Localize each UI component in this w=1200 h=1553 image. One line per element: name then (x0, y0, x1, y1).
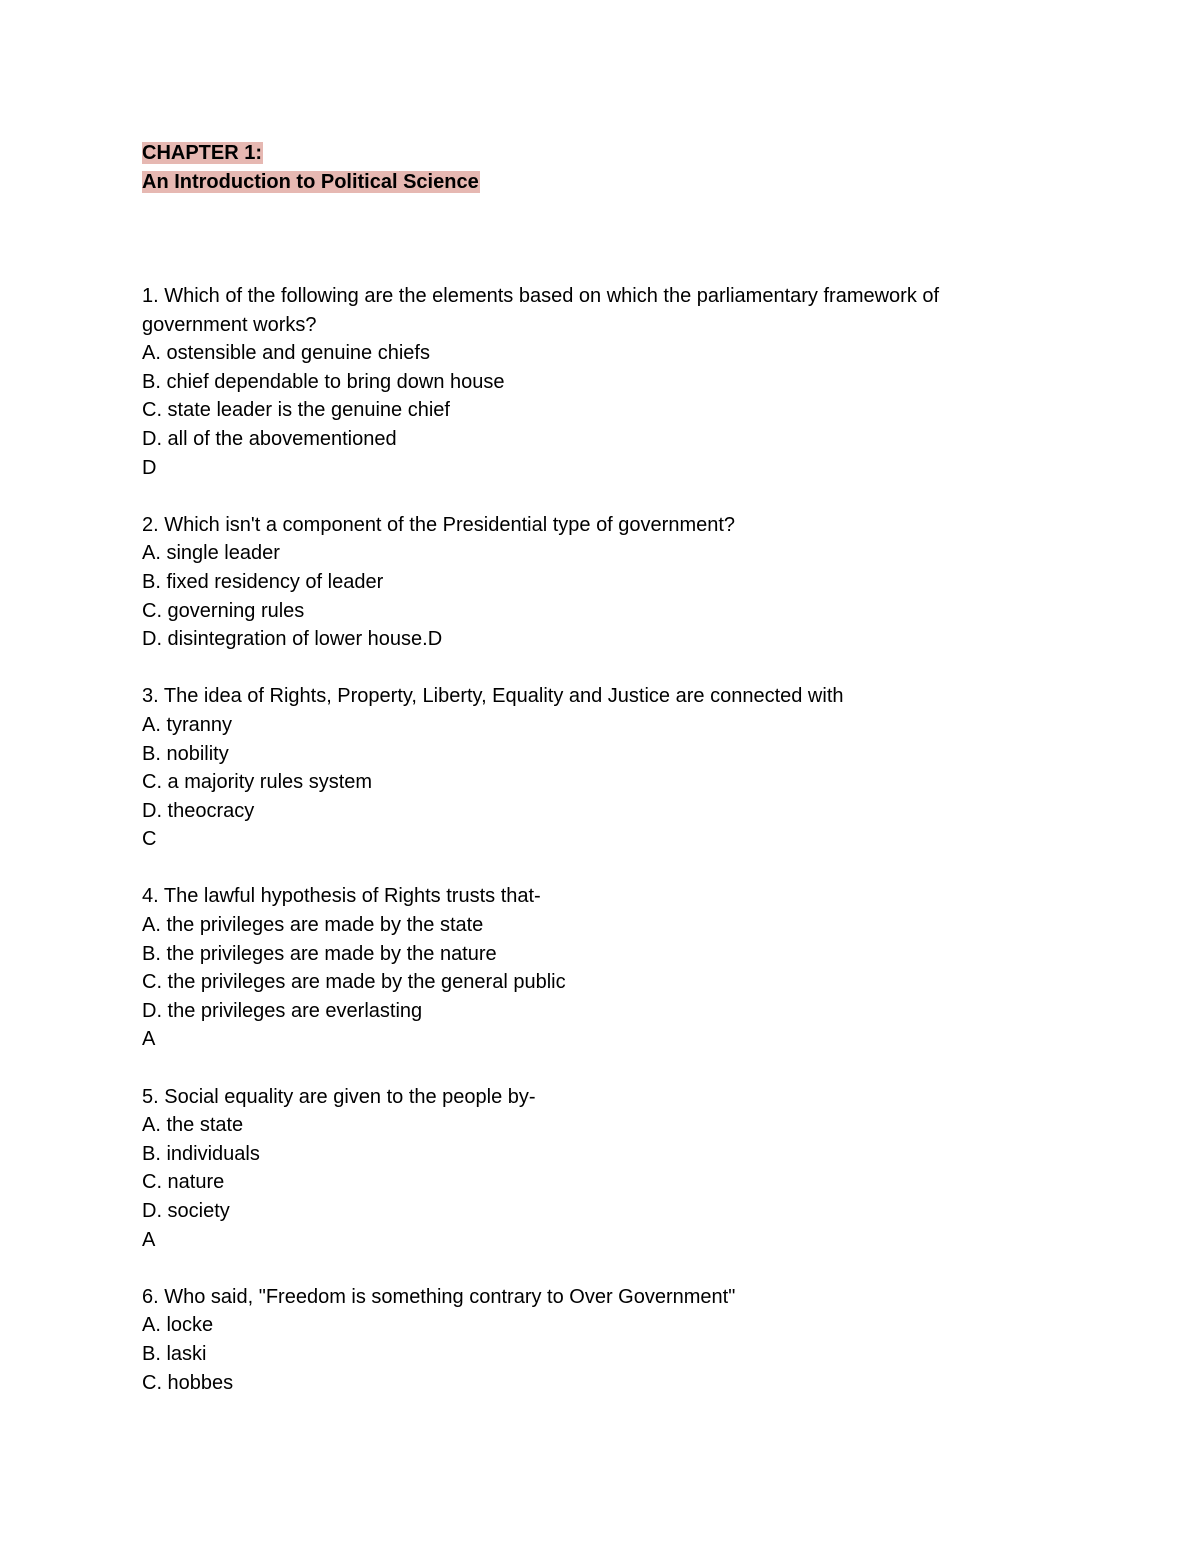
option-b: B. laski (142, 1342, 207, 1365)
answer: D (142, 456, 157, 479)
option-c: C. hobbes (142, 1371, 234, 1394)
question-5 (142, 1083, 1102, 1255)
option-d: D. disintegration of lower house.D (142, 628, 443, 651)
option-c: C. the privileges are made by the general public (142, 971, 566, 994)
spacer (142, 654, 1102, 683)
option-d: D. theocracy (142, 799, 255, 822)
option-a: A. locke (142, 1314, 214, 1337)
spacer (142, 1054, 1102, 1083)
answer: A (142, 1228, 156, 1251)
option-d: D. all of the abovementioned (142, 427, 397, 450)
question-1 (142, 282, 1102, 482)
option-a: A. tyranny (142, 713, 233, 736)
option-c: C. nature (142, 1171, 225, 1194)
option-c: C. a majority rules system (142, 771, 373, 794)
question-text: 6. Who said, "Freedom is something contrary to Over Government" (142, 1285, 736, 1308)
option-a: A. the privileges are made by the state (142, 914, 484, 937)
spacer (142, 854, 1102, 883)
spacer (142, 482, 1102, 511)
chapter-title-text: An Introduction to Political Science (142, 171, 479, 193)
option-a: A. ostensible and genuine chiefs (142, 342, 430, 365)
question-3 (142, 682, 1102, 854)
option-c: C. state leader is the genuine chief (142, 399, 450, 422)
option-a: A. single leader (142, 542, 280, 565)
chapter-label-text: CHAPTER 1: (142, 142, 263, 164)
question-text: 5. Social equality are given to the people by- (142, 1085, 536, 1108)
chapter-label (142, 139, 1102, 168)
option-b: B. the privileges are made by the nature (142, 942, 497, 965)
question-text: 3. The idea of Rights, Property, Liberty, Equality and Justice are connected with (142, 685, 844, 708)
document-content (142, 139, 1102, 1397)
option-c: C. governing rules (142, 599, 305, 622)
question-6 (142, 1283, 1102, 1397)
option-b: B. individuals (142, 1142, 260, 1165)
option-a: A. the state (142, 1114, 244, 1137)
question-4 (142, 882, 1102, 1054)
spacer (142, 197, 1102, 282)
answer: C (142, 828, 157, 851)
question-text: 4. The lawful hypothesis of Rights trusts that- (142, 885, 541, 908)
spacer (142, 1254, 1102, 1283)
option-b: B. fixed residency of leader (142, 570, 384, 593)
option-d: D. the privileges are everlasting (142, 999, 423, 1022)
chapter-title (142, 168, 1102, 197)
option-b: B. chief dependable to bring down house (142, 370, 505, 393)
option-b: B. nobility (142, 742, 229, 765)
question-text: 1. Which of the following are the elements based on which the parliamentary framework of government works? (142, 285, 940, 336)
question-text: 2. Which isn't a component of the Presidential type of government? (142, 513, 736, 536)
answer: A (142, 1028, 156, 1051)
option-d: D. society (142, 1200, 230, 1222)
question-2 (142, 511, 1102, 654)
